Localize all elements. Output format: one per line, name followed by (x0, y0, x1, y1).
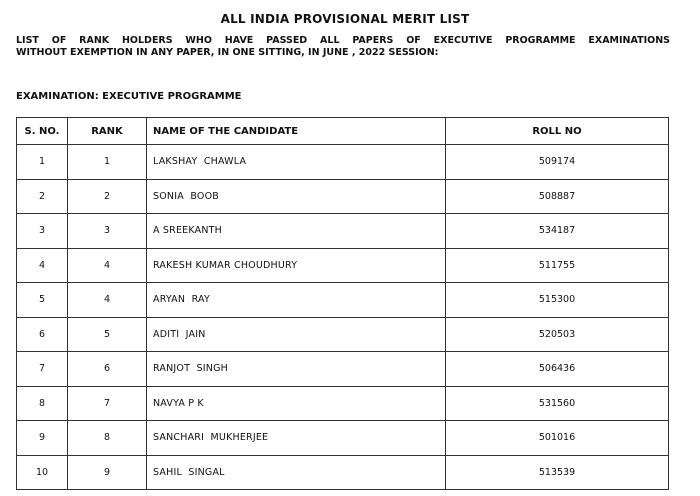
cell-name: SONIA BOOB (147, 179, 446, 214)
cell-name: NAVYA P K (147, 386, 446, 421)
cell-name: RANJOT SINGH (147, 352, 446, 387)
cell-roll: 506436 (446, 352, 669, 387)
page-title: ALL INDIA PROVISIONAL MERIT LIST (220, 12, 470, 26)
cell-name: RAKESH KUMAR CHOUDHURY (147, 248, 446, 283)
table-row (17, 283, 669, 318)
cell-name: ADITI JAIN (147, 317, 446, 352)
cell-name: SANCHARI MUKHERJEE (147, 421, 446, 456)
cell-roll: 509174 (446, 145, 669, 180)
cell-sno: 10 (17, 455, 68, 490)
cell-rank: 7 (68, 386, 147, 421)
table-row (17, 179, 669, 214)
table-row (17, 352, 669, 387)
header-roll: ROLL NO (446, 118, 669, 145)
cell-rank: 3 (68, 214, 147, 249)
intro-text (16, 35, 670, 59)
cell-sno: 3 (17, 214, 68, 249)
table-header-row (17, 118, 669, 145)
cell-roll: 511755 (446, 248, 669, 283)
table-row (17, 145, 669, 180)
cell-rank: 8 (68, 421, 147, 456)
cell-sno: 8 (17, 386, 68, 421)
cell-rank: 1 (68, 145, 147, 180)
cell-roll: 534187 (446, 214, 669, 249)
intro-line-2: WITHOUT EXEMPTION IN ANY PAPER, IN ONE SITTING, IN JUNE , 2022 SESSION: (16, 47, 439, 58)
cell-rank: 6 (68, 352, 147, 387)
cell-roll: 520503 (446, 317, 669, 352)
cell-roll: 501016 (446, 421, 669, 456)
cell-sno: 2 (17, 179, 68, 214)
table-row (17, 248, 669, 283)
header-sno: S. NO. (17, 118, 68, 145)
table-row (17, 214, 669, 249)
table-row (17, 386, 669, 421)
cell-roll: 515300 (446, 283, 669, 318)
cell-rank: 9 (68, 455, 147, 490)
cell-sno: 6 (17, 317, 68, 352)
merit-list-table (16, 117, 669, 490)
cell-sno: 7 (17, 352, 68, 387)
table-row (17, 421, 669, 456)
cell-name: SAHIL SINGAL (147, 455, 446, 490)
cell-rank: 4 (68, 248, 147, 283)
examination-heading: EXAMINATION: EXECUTIVE PROGRAMME (16, 91, 242, 102)
header-name: NAME OF THE CANDIDATE (147, 118, 446, 145)
table-row (17, 317, 669, 352)
intro-line-1: LIST OF RANK HOLDERS WHO HAVE PASSED ALL PAPERS OF EXECUTIVE PROGRAMME EXAMINATIONS (16, 35, 670, 46)
cell-name: ARYAN RAY (147, 283, 446, 318)
cell-sno: 1 (17, 145, 68, 180)
cell-sno: 4 (17, 248, 68, 283)
cell-sno: 9 (17, 421, 68, 456)
header-rank: RANK (68, 118, 147, 145)
cell-roll: 531560 (446, 386, 669, 421)
cell-rank: 4 (68, 283, 147, 318)
cell-rank: 2 (68, 179, 147, 214)
cell-roll: 513539 (446, 455, 669, 490)
cell-name: LAKSHAY CHAWLA (147, 145, 446, 180)
cell-roll: 508887 (446, 179, 669, 214)
cell-name: A SREEKANTH (147, 214, 446, 249)
table-row (17, 455, 669, 490)
cell-sno: 5 (17, 283, 68, 318)
cell-rank: 5 (68, 317, 147, 352)
